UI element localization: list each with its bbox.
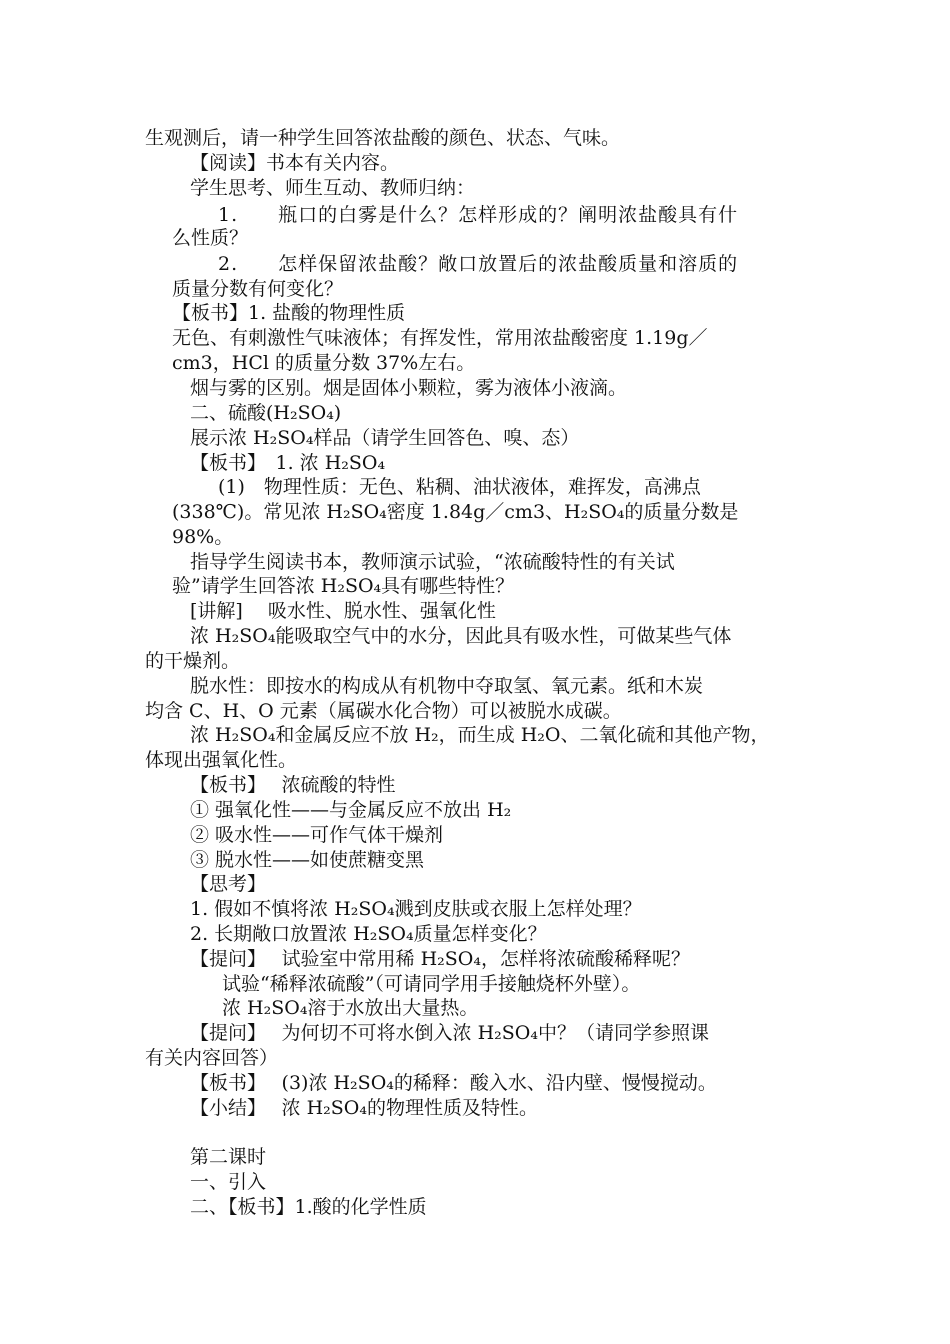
text-line: 【板书】 浓硫酸的特性: [190, 774, 396, 796]
text-line: 【小结】 浓 H₂SO₄的物理性质及特性。: [190, 1097, 538, 1119]
text-line: 第二课时: [190, 1146, 267, 1168]
text-line: (338℃)。常见浓 H₂SO₄密度 1.84g／cm3、H₂SO₄的质量分数是: [172, 501, 739, 523]
text-line: cm3，HCl 的质量分数 37%左右。: [172, 352, 476, 374]
text-line: 【提问】 试验室中常用稀 H₂SO₄，怎样将浓硫酸稀释呢？: [190, 948, 690, 970]
text-line: (1) 物理性质：无色、粘稠、油状液体，难挥发，高沸点: [218, 476, 701, 498]
text-line: 么性质？: [172, 227, 249, 249]
text-line: 浓 H₂SO₄和金属反应不放 H₂，而生成 H₂O、二氧化硫和其他产物，: [190, 724, 770, 746]
text-line: 一、引入: [190, 1171, 267, 1193]
text-line: 1. 假如不慎将浓 H₂SO₄溅到皮肤或衣服上怎样处理？: [190, 898, 642, 920]
text-line: 浓 H₂SO₄能吸取空气中的水分，因此具有吸水性，可做某些气体: [190, 625, 732, 647]
text-line: 【提问】 为何切不可将水倒入浓 H₂SO₄中？（请同学参照课: [190, 1022, 709, 1044]
text-line: 生观测后，请一种学生回答浓盐酸的颜色、状态、气味。: [145, 127, 621, 149]
text-line: 无色、有刺激性气味液体；有挥发性，常用浓盐酸密度 1.19g／: [172, 327, 708, 349]
text-line: 二、【板书】1.酸的化学性质: [190, 1196, 427, 1218]
text-line: 2. 怎样保留浓盐酸？敞口放置后的浓盐酸质量和溶质的: [218, 253, 739, 275]
text-line: 均含 C、H、O 元素（属碳水化合物）可以被脱水成碳。: [145, 700, 622, 722]
text-line: 验”请学生回答浓 H₂SO₄具有哪些特性？: [172, 575, 515, 597]
text-line: ③ 脱水性——如使蔗糖变黑: [190, 849, 425, 871]
text-line: 【板书】1. 盐酸的物理性质: [172, 302, 406, 324]
text-line: 体现出强氧化性。: [145, 749, 298, 771]
text-line: 二、硫酸(H₂SO₄): [190, 402, 342, 424]
text-line: 98%。: [172, 526, 234, 548]
text-line: 【板书】 1. 浓 H₂SO₄: [190, 452, 386, 474]
text-line: 浓 H₂SO₄溶于水放出大量热。: [222, 997, 479, 1019]
text-line: 1. 瓶口的白雾是什么？怎样形成的？阐明浓盐酸具有什: [218, 204, 739, 226]
text-line: 质量分数有何变化？: [172, 278, 344, 300]
text-line: 试验“稀释浓硫酸”（可请同学用手接触烧杯外壁）。: [222, 973, 641, 995]
text-line: 【板书】 (3)浓 H₂SO₄的稀释：酸入水、沿内壁、慢慢搅动。: [190, 1072, 717, 1094]
text-line: [讲解] 吸水性、脱水性、强氧化性: [190, 600, 496, 622]
text-line: 指导学生阅读书本，教师演示试验，“浓硫酸特性的有关试: [190, 551, 675, 573]
text-line: 有关内容回答）: [145, 1047, 279, 1069]
text-line: 【思考】: [190, 873, 267, 895]
text-line: 2. 长期敞口放置浓 H₂SO₄质量怎样变化？: [190, 923, 547, 945]
text-line: 的干燥剂。: [145, 650, 241, 672]
text-line: 脱水性：即按水的构成从有机物中夺取氢、氧元素。纸和木炭: [190, 675, 704, 697]
text-line: 烟与雾的区别。烟是固体小颗粒，雾为液体小液滴。: [190, 377, 628, 399]
text-line: 学生思考、师生互动、教师归纳：: [190, 177, 476, 199]
text-line: ② 吸水性——可作气体干燥剂: [190, 824, 444, 846]
text-line: 【阅读】书本有关内容。: [190, 152, 400, 174]
text-line: ① 强氧化性——与金属反应不放出 H₂: [190, 799, 512, 821]
text-line: 展示浓 H₂SO₄样品（请学生回答色、嗅、态）: [190, 427, 580, 449]
